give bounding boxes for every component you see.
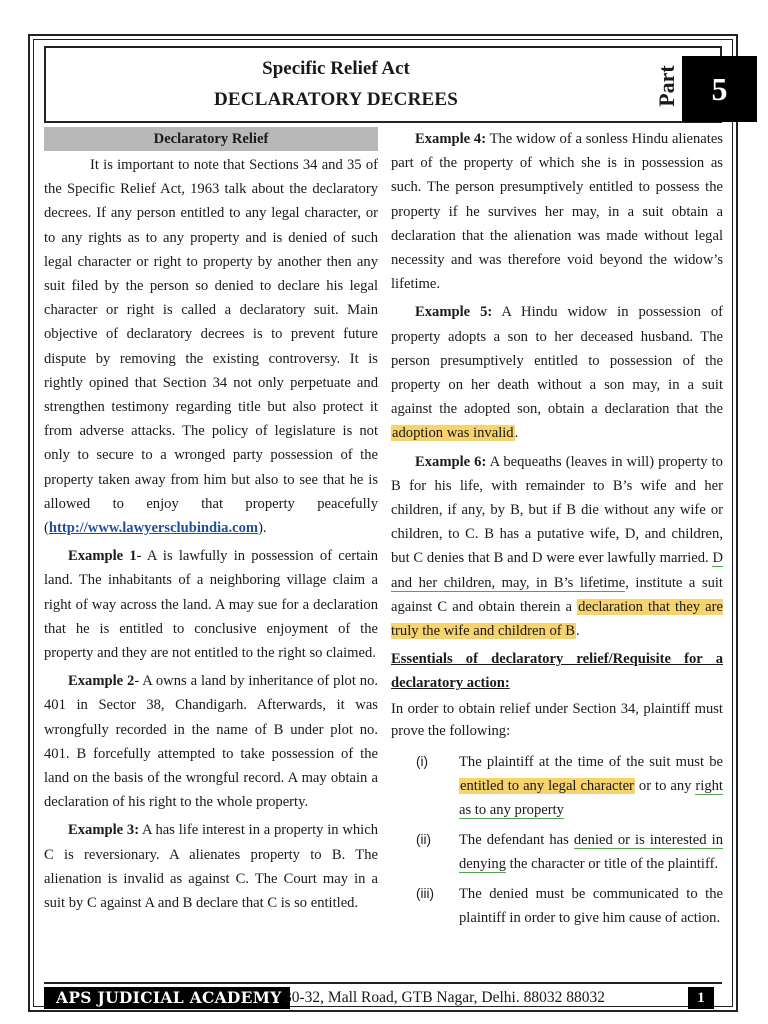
list-item-text: The plaintiff at the time of the suit must be entitled to any legal character or to any right as to any property [459,753,723,818]
essentials-list [391,750,723,930]
example-2-paragraph: Example 2- A owns a land by inheritance of plot no. 401 in Sector 38, Chandigarh. Afterwards, it was wrongfully recorded in the name of B under plot no. 401. B forcefully attempted to take possession of the land on the basis of the wrongful record. A may obtain a declaration of his right to the whole property. [44,673,379,811]
list-item-number: (i) [416,753,428,769]
example-4-paragraph: Example 4: The widow of a sonless Hindu alienates part of the property of which she is in possession as such. The person presumptively entitled to possess the property if he survives her may, in a suit obtain a declaration that the alienation was made without legal necessity and was therefore void beyond the widow’s lifetime. [391,131,723,293]
example-6-paragraph: Example 6: A bequeaths (leaves in will) property to B for his life, with remainder to B’s wife and her children, if any, by B, but if B die without any wife or children, to C. B has a putative wife, D, and children, but C denies that B and D were ever lawfully married. D and her children, may, in B’s lifetime, institute a suit against C and obtain therein a declaration that they are truly the wife and children of B. [391,453,723,640]
page-footer [44,982,722,1010]
page-number: 1 [688,987,714,1009]
page-header [44,46,728,123]
essentials-list-item [391,750,723,822]
left-column [44,127,378,915]
intro-paragraph: It is important to note that Sections 34 and 35 of the Specific Relief Act, 1963 talk about the declaratory decrees. If any person entitled to any legal character, or to any rights as to any property and is denied of such legal character or right to property by another then any suit filed by the person so denied to declare his legal character or right is called a declaratory suit. Main objective of declaratory decrees is to prevent future dispute by removing the existing controversy. It is rightly opined that Section 34 not only perpetuate and strengthen testimony regarding title but also protect it from adverse attacks. The policy of legislature is not only to secure to a wronged party possession of the property taken away from him but also to see that he is allowed to enjoy that property peacefully (http://www.lawyersclubindia.com). [44,157,378,537]
document-title: Specific Relief Act [262,58,410,79]
example-5-paragraph: Example 5: A Hindu widow in possession of property adopts a son to her deceased husband. The person presumptively entitled to possession of the property on her death without a son may, in a suit against the adopted son, obtain a declaration that the adoption was invalid. [391,304,723,442]
right-column [391,127,723,936]
section-heading-declaratory-relief: Declaratory Relief [44,127,378,151]
essentials-list-item [391,828,723,876]
list-item-text: The defendant has denied or is interested in denying the character or title of the plaintiff. [459,831,724,872]
source-link[interactable]: http://www.lawyersclubindia.com [48,520,259,537]
document-subtitle: DECLARATORY DECREES [213,89,459,110]
part-number-badge: 5 [682,56,757,122]
list-item-number: (ii) [416,831,431,847]
academy-address: 30-32, Mall Road, GTB Nagar, Delhi. 88032 88032 [284,989,605,1006]
part-label: Part [654,65,679,107]
essentials-heading: Essentials of declaratory relief/Requisite for a declaratory action: [391,651,723,692]
list-item-number: (iii) [416,885,434,901]
academy-brand: APS JUDICIAL ACADEMY [44,987,290,1009]
list-item-text: The denied must be communicated to the plaintiff in order to give him cause of action. [459,885,723,926]
example-3-paragraph: Example 3: A has life interest in a property in which C is reversionary. A alienates property to B. The alienation is invalid as against C. The Court may in a suit by C against A and B declare that C is so entitled. [44,822,378,912]
essentials-intro: In order to obtain relief under Section 34, plaintiff must prove the following: [391,700,723,739]
essentials-list-item [391,882,723,930]
example-1-paragraph: Example 1- A is lawfully in possession of certain land. The inhabitants of a neighboring village claim a right of way across the land. A may sue for a declaration that he is entitled to conclusive enjoyment of the property and they are not entitled to the right so claimed. [44,548,378,662]
